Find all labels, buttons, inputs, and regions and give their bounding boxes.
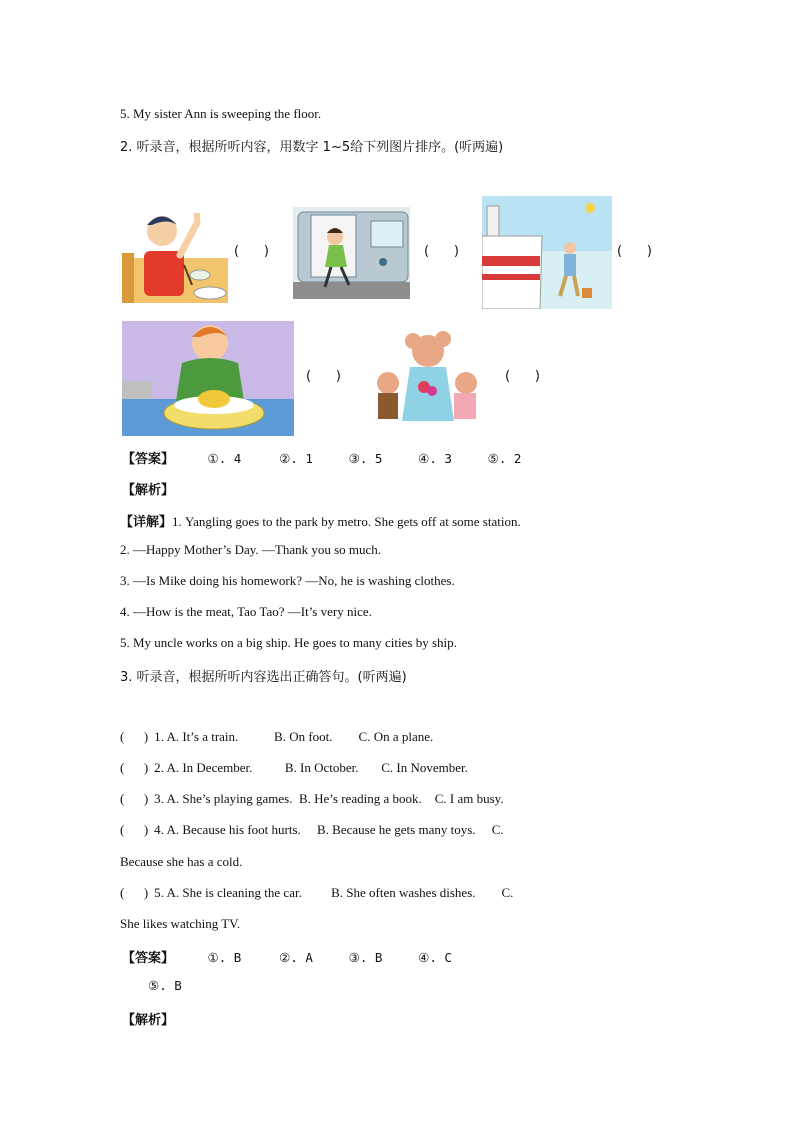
q2-answer-row	[122, 448, 521, 467]
q3-text: 4. A. Because his foot hurts. B. Because he gets many toys. C.	[154, 822, 504, 837]
q3-paren[interactable]: ( )	[120, 885, 149, 900]
q3-item-5-cont: She likes watching TV.	[120, 916, 241, 931]
q3-paren[interactable]: ( )	[120, 822, 149, 837]
q2-blank-4[interactable]: ( )	[306, 369, 341, 384]
q3-paren[interactable]: ( )	[120, 791, 149, 806]
q3-text: 2. A. In December. B. In October. C. In November.	[154, 760, 468, 775]
answer-tag: 【答案】	[122, 452, 175, 467]
q3-item-3	[120, 791, 504, 807]
answer-item: ③. 5	[348, 451, 383, 466]
man-ship-icon	[482, 196, 612, 309]
answer-item: ⑤. 2	[487, 451, 522, 466]
q3-heading: 3. 听录音，根据所听内容选出正确答句。(听两遍)	[120, 670, 407, 685]
girl-metro-icon	[293, 207, 410, 299]
detail-text: 1. Yangling goes to the park by metro. She gets off at some station.	[172, 514, 521, 529]
answer-item: ③. B	[348, 950, 383, 965]
answer-tag: 【答案】	[122, 951, 175, 966]
answer-item: ①. 4	[207, 451, 242, 466]
top-sentence: 5. My sister Ann is sweeping the floor.	[120, 106, 322, 121]
analysis-tag: 【解析】	[122, 483, 175, 498]
q3-paren[interactable]: ( )	[120, 729, 149, 744]
analysis-tag: 【解析】	[122, 1013, 175, 1028]
q2-blank-3[interactable]: ( )	[617, 244, 652, 259]
q2-heading: 2. 听录音，根据所听内容，用数字 1~5给下列图片排序。(听两遍)	[120, 140, 504, 155]
detail-line-5: 5. My uncle works on a big ship. He goes to many cities by ship.	[120, 635, 457, 650]
q2-blank-1[interactable]: ( )	[234, 244, 269, 259]
boy-eating-icon	[122, 203, 228, 303]
q3-item-1	[120, 729, 433, 745]
answer-item: ①. B	[207, 950, 242, 965]
answer-item: ④. 3	[418, 451, 452, 466]
q2-blank-2[interactable]: ( )	[424, 244, 459, 259]
q3-answer-last: ⑤. B	[148, 978, 182, 993]
boy-washing-icon	[122, 321, 294, 436]
detail-line-3: 3. —Is Mike doing his homework? —No, he is washing clothes.	[120, 573, 455, 588]
q3-text: 3. A. She’s playing games. B. He’s reading a book. C. I am busy.	[154, 791, 504, 806]
detail-line-4: 4. —How is the meat, Tao Tao? —It’s very nice.	[120, 604, 372, 619]
q3-item-4	[120, 822, 504, 838]
detail-line-1	[120, 511, 521, 530]
q3-answer-row	[122, 947, 452, 966]
q3-text: 5. A. She is cleaning the car. B. She often washes dishes. C.	[154, 885, 514, 900]
q2-blank-5[interactable]: ( )	[505, 369, 540, 384]
mice-family-icon	[358, 331, 493, 423]
answer-item: ④. C	[418, 950, 452, 965]
detail-tag: 【详解】	[120, 515, 173, 530]
q3-item-5	[120, 885, 513, 901]
q3-text: 1. A. It’s a train. B. On foot. C. On a plane.	[154, 729, 434, 744]
q3-item-4-cont: Because she has a cold.	[120, 854, 243, 869]
detail-line-2: 2. —Happy Mother’s Day. —Thank you so much.	[120, 542, 382, 557]
answer-item: ②. 1	[279, 451, 313, 466]
q3-paren[interactable]: ( )	[120, 760, 149, 775]
answer-item: ②. A	[279, 950, 313, 965]
q3-item-2	[120, 760, 468, 776]
